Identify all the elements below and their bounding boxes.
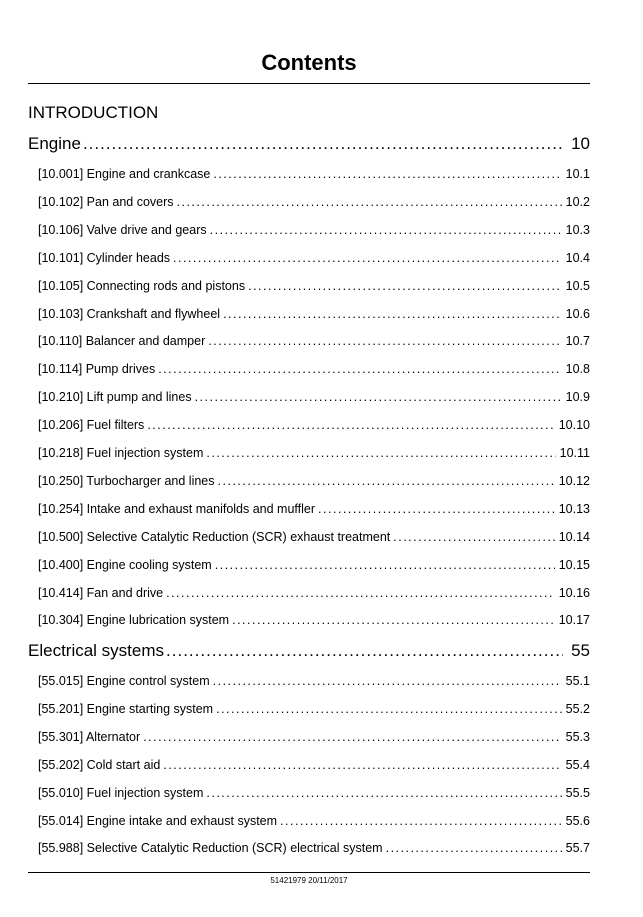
toc-section-page: 55 [571, 641, 590, 660]
toc-entry-page: 10.16 [558, 585, 590, 600]
dot-leader [173, 250, 562, 266]
toc-entry-page: 10.17 [558, 613, 590, 628]
dot-leader [216, 701, 562, 717]
toc-entry-label: [10.414] Fan and drive [38, 585, 164, 600]
toc-entry[interactable] [38, 673, 590, 689]
toc-entry[interactable] [38, 445, 590, 461]
toc-entry-label: [55.301] Alternator [38, 729, 141, 744]
dot-leader [147, 417, 554, 433]
toc-entry-label: [10.218] Fuel injection system [38, 446, 204, 460]
toc-entry-page: 55.4 [565, 757, 590, 772]
toc-entry[interactable] [38, 612, 590, 628]
toc-entry-label: [55.010] Fuel injection system [38, 785, 204, 800]
toc-entry-label: [55.202] Cold start aid [38, 757, 161, 772]
toc-section-label: Electrical systems [28, 641, 165, 660]
toc-entry-page: 10.7 [565, 334, 590, 349]
dot-leader [223, 306, 562, 322]
toc-entry-page: 10.9 [565, 390, 590, 405]
toc-entry-label: [10.103] Crankshaft and flywheel [38, 306, 221, 321]
toc-section-page: 10 [571, 134, 590, 153]
toc-entry[interactable] [38, 729, 590, 745]
toc-entry[interactable] [38, 389, 590, 405]
toc-entry-page: 10.8 [565, 362, 590, 377]
toc-entry[interactable] [38, 529, 590, 545]
toc-entry[interactable] [38, 278, 590, 294]
toc-entry[interactable] [38, 585, 590, 601]
toc-entry-label: [10.500] Selective Catalytic Reduction (SCR) exhaust treatment [38, 529, 391, 544]
dot-leader [232, 612, 555, 628]
toc-entry-page: 10.14 [558, 529, 590, 544]
toc-entry-label: [55.015] Engine control system [38, 674, 210, 688]
toc-entry-page: 55.6 [565, 813, 590, 828]
dot-leader [386, 840, 562, 856]
toc-entry[interactable] [38, 333, 590, 349]
toc-entry-label: [10.001] Engine and crankcase [38, 167, 211, 181]
toc-entry-page: 10.6 [565, 306, 590, 321]
toc-entry-label: [10.114] Pump drives [38, 362, 156, 377]
toc-entry[interactable] [38, 501, 590, 517]
dot-leader [166, 585, 555, 601]
dot-leader [213, 673, 562, 689]
toc-entry-page: 10.11 [559, 446, 590, 460]
toc-entry-page: 55.7 [565, 841, 590, 856]
toc-entry[interactable] [38, 813, 590, 829]
toc-entry-label: [10.106] Valve drive and gears [38, 222, 207, 237]
toc-entry[interactable] [38, 361, 590, 377]
dot-leader [195, 389, 562, 405]
toc-entry[interactable] [38, 473, 590, 489]
toc-entry-label: [10.101] Cylinder heads [38, 250, 171, 265]
dot-leader [318, 501, 555, 517]
dot-leader [208, 333, 561, 349]
toc-entry[interactable] [38, 250, 590, 266]
dot-leader [166, 641, 563, 661]
toc-entry-label: [10.102] Pan and covers [38, 194, 174, 209]
toc-entry-page: 55.2 [565, 701, 590, 716]
toc-entry-page: 10.4 [565, 250, 590, 265]
dot-leader [206, 785, 561, 801]
introduction-heading[interactable]: INTRODUCTION [28, 103, 159, 122]
page-title: Contents [261, 50, 357, 75]
toc-entry-label: [55.988] Selective Catalytic Reduction (SCR) electrical system [38, 841, 383, 856]
toc-entry[interactable] [38, 757, 590, 773]
dot-leader [393, 529, 554, 545]
toc-entry-label: [10.400] Engine cooling system [38, 557, 212, 572]
dot-leader [280, 813, 562, 829]
toc-entry-page: 10.3 [565, 222, 590, 237]
toc-section[interactable] [28, 134, 590, 154]
toc-entry[interactable] [38, 417, 590, 433]
dot-leader [206, 445, 555, 461]
dot-leader [215, 557, 555, 573]
dot-leader [177, 194, 562, 210]
dot-leader [210, 222, 562, 238]
top-divider [28, 83, 590, 84]
toc-entry[interactable] [38, 785, 590, 801]
toc-entry-page: 10.2 [565, 194, 590, 209]
toc-entry[interactable] [38, 840, 590, 856]
toc-entry-page: 10.12 [558, 473, 590, 488]
toc-section[interactable] [28, 641, 590, 661]
dot-leader [213, 166, 561, 182]
dot-leader [248, 278, 562, 294]
toc-entry-label: [55.014] Engine intake and exhaust system [38, 813, 278, 828]
toc-entry-page: 10.1 [565, 167, 590, 181]
toc-entry-page: 55.5 [565, 785, 590, 800]
toc-entry-label: [10.206] Fuel filters [38, 418, 145, 433]
toc-entry-page: 10.5 [565, 278, 590, 293]
toc-entry-label: [10.110] Balancer and damper [38, 334, 206, 349]
toc-entry[interactable] [38, 306, 590, 322]
toc-entry-page: 10.15 [558, 557, 590, 572]
bottom-divider [28, 872, 590, 873]
toc-entry-page: 10.13 [558, 501, 590, 516]
toc-entry-page: 55.1 [565, 674, 590, 688]
toc-entry-label: [10.254] Intake and exhaust manifolds and muffler [38, 501, 316, 516]
toc-entry[interactable] [38, 701, 590, 717]
toc-entry[interactable] [38, 222, 590, 238]
dot-leader [158, 361, 561, 377]
toc-entry-label: [55.201] Engine starting system [38, 701, 214, 716]
toc-entry[interactable] [38, 166, 590, 182]
dot-leader [163, 757, 561, 773]
dot-leader [83, 134, 563, 154]
toc-entry[interactable] [38, 194, 590, 210]
toc-entry-label: [10.105] Connecting rods and pistons [38, 278, 246, 293]
dot-leader [218, 473, 555, 489]
toc-entry-label: [10.250] Turbocharger and lines [38, 473, 215, 488]
dot-leader [143, 729, 562, 745]
toc-entry-label: [10.304] Engine lubrication system [38, 613, 230, 628]
page-footer: 51421979 20/11/2017 [270, 876, 348, 885]
toc-entry-page: 10.10 [558, 418, 590, 433]
toc-entry-page: 55.3 [565, 729, 590, 744]
toc-section-label: Engine [28, 134, 81, 153]
toc-entry[interactable] [38, 557, 590, 573]
toc-entry-label: [10.210] Lift pump and lines [38, 390, 192, 405]
